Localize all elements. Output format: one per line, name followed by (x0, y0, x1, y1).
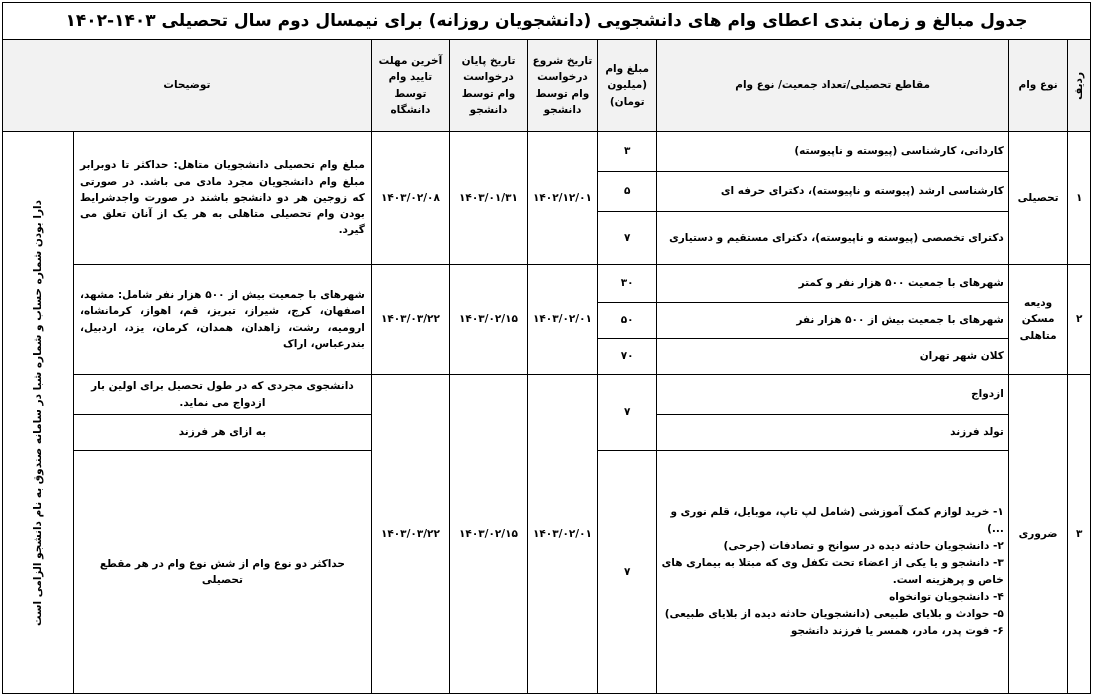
amount-cell: ۵ (597, 172, 657, 212)
notes-cell: دانشجوی مجردی که در طول تحصیل برای اولین بار ازدواج می نماید. (73, 375, 371, 415)
amount-cell: ۵۰ (597, 303, 657, 339)
loan-schedule-table (2, 2, 1091, 694)
amount-cell: ۷ (597, 212, 657, 265)
level-cell: تولد فرزند (657, 415, 1008, 451)
deadline-cell: ۱۴۰۳/۰۳/۲۲ (371, 375, 449, 694)
start-date-cell: ۱۴۰۳/۰۲/۰۱ (528, 375, 598, 694)
table-row (3, 132, 1091, 172)
list-item: ۱- خرید لوازم کمک آموزشی (شامل لپ تاپ، موبایل، قلم نوری و ...) (670, 506, 1004, 535)
notes-cell: به ازای هر فرزند (73, 415, 371, 451)
header-notes: توضیحات (3, 40, 372, 132)
amount-cell: ۷۰ (597, 339, 657, 375)
header-start-date: تاریخ شروع درخواست وام توسط دانشجو (528, 40, 598, 132)
notes-cell: مبلغ وام تحصیلی دانشجویان متاهل: حداکثر تا دوبرابر مبلغ وام دانشجویان مجرد مادی می باشد. در صورتی که زوجین هر دو دانشجو باشند در صورت واجدشرایط بودن وام تحصیلی متاهلی به هر یک از آنان تعلق می گیرد. (73, 132, 371, 265)
row-number: ۲ (1068, 265, 1091, 375)
level-cell: کلان شهر تهران (657, 339, 1008, 375)
conditions-list (657, 451, 1008, 694)
amount-cell: ۳ (597, 132, 657, 172)
level-cell: شهرهای با جمعیت ۵۰۰ هزار نفر و کمتر (657, 265, 1008, 303)
header-row-no: ردیف (1068, 40, 1091, 132)
header-amount: مبلغ وام (میلیون تومان) (597, 40, 657, 132)
loan-type-cell: ضروری (1008, 375, 1068, 694)
deadline-cell: ۱۴۰۳/۰۲/۰۸ (371, 132, 449, 265)
amount-cell: ۷ (597, 375, 657, 451)
header-deadline: آخرین مهلت تایید وام توسط دانشگاه (371, 40, 449, 132)
list-item: ۶- فوت پدر، مادر، همسر یا فرزند دانشجو (790, 625, 1004, 638)
header-row (3, 40, 1091, 132)
level-cell: شهرهای با جمعیت بیش از ۵۰۰ هزار نفر (657, 303, 1008, 339)
end-date-cell: ۱۴۰۳/۰۱/۳۱ (449, 132, 527, 265)
level-cell: ازدواج (657, 375, 1008, 415)
loan-type-cell: تحصیلی (1008, 132, 1068, 265)
table-row (3, 265, 1091, 303)
list-item: ۵- حوادث و بلایای طبیعی (دانشجویان حادثه دیده از بلایای طبیعی) (664, 608, 1004, 621)
list-item: ۳- دانشجو و یا یکی از اعضاء تحت تکفل وی که مبتلا به بیماری های خاص و پرهزینه است. (661, 557, 1004, 586)
deadline-cell: ۱۴۰۳/۰۳/۲۲ (371, 265, 449, 375)
side-note-cell (3, 132, 74, 694)
table-title: جدول مبالغ و زمان بندی اعطای وام های دانشجویی (دانشجویان روزانه) برای نیمسال دوم سال تحصیلی ۱۴۰۳-۱۴۰۲ (3, 3, 1091, 40)
start-date-cell: ۱۴۰۲/۱۲/۰۱ (528, 132, 598, 265)
table-row (3, 375, 1091, 415)
side-note: دارا بودن شماره حساب و شماره شبا در سامانه صندوق به نام دانشجو الزامی است (31, 199, 44, 626)
amount-cell: ۷ (597, 451, 657, 694)
loan-type-cell: ودیعه مسکن متاهلی (1008, 265, 1068, 375)
list-item: ۲- دانشجویان حادثه دیده در سوانح و تصادفات (جرحی) (723, 539, 1004, 552)
row-number: ۱ (1068, 132, 1091, 265)
level-cell: کارشناسی ارشد (پیوسته و ناپیوسته)، دکترای حرفه ای (657, 172, 1008, 212)
amount-cell: ۳۰ (597, 265, 657, 303)
level-cell: کاردانی، کارشناسی (پیوسته و ناپیوسته) (657, 132, 1008, 172)
end-date-cell: ۱۴۰۳/۰۲/۱۵ (449, 265, 527, 375)
level-cell: دکترای تخصصی (پیوسته و ناپیوسته)، دکترای مستقیم و دستیاری (657, 212, 1008, 265)
list-item: ۴- دانشجویان توانخواه (889, 590, 1004, 603)
start-date-cell: ۱۴۰۳/۰۲/۰۱ (528, 265, 598, 375)
notes-cell: حداکثر دو نوع وام از شش نوع وام در هر مقطع تحصیلی (73, 451, 371, 694)
end-date-cell: ۱۴۰۳/۰۲/۱۵ (449, 375, 527, 694)
header-end-date: تاریخ پایان درخواست وام توسط دانشجو (449, 40, 527, 132)
notes-cell: شهرهای با جمعیت بیش از ۵۰۰ هزار نفر شامل: مشهد، اصفهان، کرج، شیراز، تبریز، قم، اهواز، کرمانشاه، ارومیه، رشت، زاهدان، همدان، کرمان، یزد، اردبیل، بندرعباس، اراک (73, 265, 371, 375)
header-level: مقاطع تحصیلی/تعداد جمعیت/ نوع وام (657, 40, 1008, 132)
row-number: ۳ (1068, 375, 1091, 694)
header-loan-type: نوع وام (1008, 40, 1068, 132)
